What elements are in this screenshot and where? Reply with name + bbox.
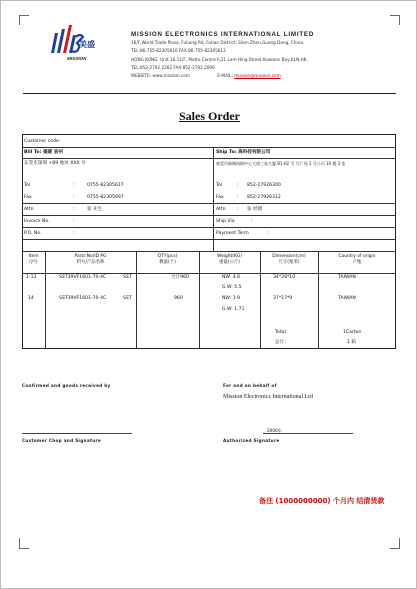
signature-date: 2006年 [267,428,282,433]
company-tel-fax-hk: TEL:852-2792 2262 FAX:852-2792 2096 [131,64,215,70]
left-fax-label: Fax [24,195,32,200]
header-weight: Weight(KG) 重量(公斤) [216,254,242,265]
table-row-2-qty: 960 [174,296,183,301]
header-parts-no: Parts No/ID PG 料号/产品名称 [74,254,107,265]
left-attn-value: 张 先生 [87,207,103,212]
column-divider [213,147,214,251]
table-row-1-origin: TAIWAN [338,275,356,280]
header-divider [23,93,396,94]
right-fax-label: Fax [216,195,224,200]
table-row-1-item: 1-13 [26,275,37,280]
table-row-2-spec: SST [123,296,132,301]
company-address-cn: 16/F,World Trade Plaza, Fuhong Rd, Futian District, Shen Zhen,Guang Dong, China. [131,40,305,45]
table-row-2-weight-nw: NW: 1.9 [222,296,241,301]
total-value-cn: 1 箱 [347,340,356,345]
table-row-2-item: 14 [28,296,34,301]
header-qty: QTY(pcs) 数量(个) [157,254,178,265]
bill-address: 东莞市深圳 +89 地址 XXX 号 [24,161,86,166]
company-email-label: E-MAIL: [217,73,233,79]
row-divider [22,251,396,252]
company-email[interactable]: mission@mission.com [234,73,281,79]
left-tel-label: Tel [24,183,31,188]
row-divider [22,227,396,228]
row-divider [22,147,396,148]
company-address-hk: HONG KONG: Unit 16,11/F, Metro Centre II,21 Lam Hing Street,Kowloon Bay,KLN,HK. [131,56,308,62]
table-row-1-weight-gw: G.W: 5.5 [222,285,242,290]
crop-mark [19,15,29,16]
table-row-1-part: SST39VF1601-70-4C [59,275,107,280]
total-value: 1Carton [343,330,362,335]
row-divider [22,215,396,216]
crop-mark [19,15,20,25]
right-attn-value: 张 经理 [247,207,263,212]
left-fax-value: 0755-82305697 [87,195,124,200]
customer-signature-line [22,433,132,434]
crop-mark [399,15,400,25]
authorized-signature-label: Authorized Signature [223,438,280,443]
left-attn-label: Attn [24,207,34,212]
table-row-1-qty: 合计960 [171,275,189,280]
table-row-2-dimension: 37*17*9 [273,296,293,301]
ship-to-label: Ship To: 高科技有限公司 [216,150,271,155]
table-row-1-weight-nw: NW: 4.6 [222,275,241,280]
po-no-label: P.O. No. [24,231,42,236]
customer-chop-label: Customer Chop and Signature [22,438,102,443]
right-attn-label: Attn [216,207,226,212]
bill-to-label: Bill To: 福建 泉州 [24,150,63,155]
table-row-1-dimension: 34*28*10 [273,275,296,280]
svg-text:MISSION: MISSION [67,56,87,61]
table-row-2-weight-gw: G.W: 1.71 [222,307,245,312]
left-tel-value: 0755-82305617 [87,183,124,188]
crop-mark [390,548,400,549]
crop-mark [19,548,29,549]
crop-mark [399,538,400,548]
ship-address: 東莞市新城南路中心大道三星大厦 B1-02 号 号广场 1 号公司 10 楼 3 室 [216,161,346,166]
total-label-cn: 总计： [275,340,289,345]
company-tel-fax-cn: TEL:86-755-82305616 FAX:86-755-82305612 [131,48,226,54]
company-website[interactable]: WEBSITE: www.mission.com [131,73,190,79]
invoice-no-label: Invoice No. [24,219,50,224]
crop-mark [19,538,20,548]
header-origin: Country of origin 产地 [338,254,376,265]
signature-company-name: Mission Electronics International Ltd [223,394,313,400]
document-page: 美盛 MISSION MISSION ELECTRONICS INTERNATIONAL LIMITED 16/F,World Trade Plaza, Fuhong Rd, Futian District, Shen Zhen,Guang Dong, China. TEL:86-755-82305616 FAX:86-755-82305612 HONG KONG: Unit 16,11/F, Metro Centre II,21 Lam Hing Street,Kowloon Bay,KLN,HK. TEL:852-2792 2262 FAX:852-2792 2096 WEBSITE: www.mission.com E-MAIL: mission@mission.com Sales Order Customer code： Bill To: 福建 泉州 Ship To: 高科技有限公司 东莞市深圳 +89 地址 XXX 号 東莞市新城南路中心大道三星大厦 B1-02 号 号广场 1 号公司 10 楼 3 室 Tel : 0755-82305617 Fax : 0755-82305697 Attn : 张 先生 Invoice No. : P.O. No. : Tel : 852-27926300 Fax : 852-27926312 Attn : 张 经理 Ship Via : Payment Term : Item 序号 Parts No/ID PG 料号/产品名称 QTY(pcs) 数量(个) Weight(KG) 重量(公斤) Dimension(cm) 尺寸(厘米) Country of origin 产地 1-13 SST39VF1601-70-4C SST 合计960 NW: 4.6 G.W: 5.5 34*28*10 TAIWAN 14 SST39VF1601-70-4C SST 960 NW: 1.9 G.W: 1.71 37*17*9 TAIWAN Total： 总计： 1Carton 1 箱 Confirmed and goods received by For and on behalf of Mission Electronics International Ltd 2006年 Customer Chop and Signature Authorized Signature 备注 (1000000000) 个月内 结清货款 [0,0,417,589]
confirm-label: Confirmed and goods received by [22,383,111,388]
row-divider [22,203,396,204]
crop-mark [390,15,400,16]
row-divider [22,239,396,240]
payment-term-label: Payment Term [216,231,249,236]
row-divider [22,158,396,159]
for-behalf-label: For and on behalf of [223,383,277,388]
header-dimension: Dimension(cm) 尺寸(厘米) [272,254,306,265]
right-fax-value: 852-27926312 [247,195,281,200]
company-header [131,31,314,80]
company-name: MISSION ELECTRONICS INTERNATIONAL LIMITED [131,31,315,38]
table-row-2-part: SST39VF1601-70-4C [59,296,107,301]
payment-note: 备注 (1000000000) 个月内 结清货款 [259,497,385,505]
right-tel-label: Tel [216,183,223,188]
total-label: Total： [275,330,291,335]
document-title: Sales Order [179,109,240,123]
header-item: Item 序号 [28,254,39,265]
ship-via-label: Ship Via [216,219,235,224]
svg-text:美盛: 美盛 [79,40,95,49]
company-logo [45,23,125,63]
right-tel-value: 852-27926300 [247,183,281,188]
table-row-1-spec: SST [123,275,132,280]
table-row-2-origin: TAIWAN [338,296,356,301]
customer-code-label: Customer code： [24,139,64,144]
row-divider [22,273,396,274]
mission-logo-icon [45,23,125,63]
